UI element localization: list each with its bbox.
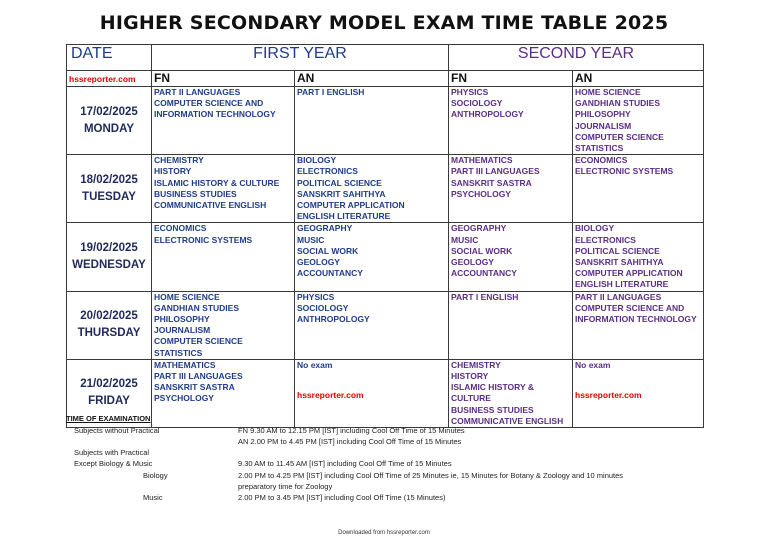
subject-item: ELECTRONICS (575, 234, 636, 245)
site-link[interactable]: hssreporter.com (575, 390, 642, 401)
subject-item: SANSKRIT SAHITHYA (297, 188, 386, 199)
first-year-fn-cell (152, 291, 295, 359)
subject-item: HISTORY (451, 371, 489, 382)
second-year-an-cell (573, 359, 704, 427)
first-year-an-cell (295, 87, 449, 155)
subject-item: SOCIOLOGY (451, 98, 503, 109)
first-year-header: FIRST YEAR (152, 45, 449, 71)
second-year-an-cell (573, 87, 704, 155)
subject-item: POLITICAL SCIENCE (575, 245, 660, 256)
exam-date: 18/02/2025 (80, 173, 138, 186)
footer-download-note: Downloaded from hssreporter.com (338, 530, 430, 536)
music-time: 2.00 PM to 3.45 PM [IST] including Cool Off Time (15 Minutes) (238, 493, 446, 502)
biology-time: 2.00 PM to 4.25 PM [IST] including Cool Off Time of 25 Minutes ie, 15 Minutes for Botany & Zoology and 10 minutes (238, 471, 624, 480)
subject-item: ANTHROPOLOGY (451, 109, 524, 120)
day-row (67, 155, 704, 223)
subject-item: SANSKRIT SAHITHYA (575, 257, 664, 268)
subject-item: PART II LANGUAGES (154, 87, 241, 97)
subject-item: POLITICAL SCIENCE (297, 177, 382, 188)
first-year-fn-cell (152, 223, 295, 291)
first-year-fn-cell (152, 155, 295, 223)
second-year-fn-cell (449, 359, 573, 427)
without-practical-label: Subjects without Practical (74, 426, 160, 435)
subject-item: INFORMATION TECHNOLOGY (154, 109, 276, 120)
biology-time-continued: preparatory time for Zoology (238, 482, 333, 491)
without-practical-fn-time: FN 9.30 AM to 12.15 PM [IST] including Cool Off Time of 15 Minutes (238, 426, 465, 435)
subject-item: ELECTRONIC SYSTEMS (154, 234, 253, 245)
first-year-an-cell (295, 155, 449, 223)
music-label: Music (143, 493, 163, 502)
subject-item: SANSKRIT SASTRA (451, 177, 532, 188)
subject-item: BUSINESS STUDIES (154, 188, 237, 199)
exam-day: MONDAY (83, 122, 135, 135)
exam-day: FRIDAY (88, 395, 130, 408)
subject-item: COMMUNICATIVE ENGLISH (451, 415, 564, 426)
subject-item: HOME SCIENCE (575, 87, 641, 97)
date-cell (67, 291, 152, 359)
second-year-fn-cell (449, 87, 573, 155)
subject-item: MUSIC (297, 234, 325, 245)
without-practical-an-time: AN 2.00 PM to 4.45 PM [IST] including Cool Off Time of 15 Minutes (238, 437, 462, 446)
timing-heading: TIME OF EXAMINATION (66, 414, 151, 423)
subject-item: GEOLOGY (297, 257, 340, 268)
subject-item: SANSKRIT SASTRA (154, 382, 235, 393)
subject-item: COMPUTER SCIENCE (575, 131, 664, 142)
subject-item: INFORMATION TECHNOLOGY (575, 314, 697, 325)
subject-item: PART III LANGUAGES (451, 166, 540, 177)
first-year-an-cell (295, 223, 449, 291)
subject-item: STATISTICS (154, 347, 203, 358)
subject-item: ECONOMICS (154, 223, 207, 234)
subject-item: CHEMISTRY (451, 359, 501, 370)
header-row (67, 45, 704, 71)
day-row (67, 359, 704, 427)
subject-item: STATISTICS (575, 143, 624, 154)
subject-item: ELECTRONICS (297, 166, 358, 177)
exam-day: THURSDAY (77, 327, 141, 340)
second-year-fn-header: FN (449, 71, 573, 87)
exam-date: 20/02/2025 (80, 310, 138, 323)
day-row (67, 291, 704, 359)
subject-item: COMMUNICATIVE ENGLISH (154, 200, 267, 211)
except-biology-music-time: 9.30 AM to 11.45 AM [IST] including Cool Off Time of 15 Minutes (238, 459, 452, 468)
second-year-fn-cell (449, 291, 573, 359)
subject-item: BUSINESS STUDIES (451, 404, 534, 415)
subject-item: MATHEMATICS (451, 155, 513, 166)
subject-item: ENGLISH LITERATURE (297, 211, 391, 222)
subject-item: COMPUTER APPLICATION (575, 268, 683, 279)
subject-item: GEOGRAPHY (297, 223, 353, 234)
exam-date: 19/02/2025 (80, 242, 138, 255)
subject-item: SOCIAL WORK (451, 245, 513, 256)
first-year-fn-header: FN (152, 71, 295, 87)
site-link[interactable]: hssreporter.com (69, 74, 136, 84)
exam-day: WEDNESDAY (72, 259, 146, 272)
subject-item: COMPUTER SCIENCE AND (154, 98, 264, 109)
page-title: HIGHER SECONDARY MODEL EXAM TIME TABLE 2025 (99, 12, 669, 34)
subject-item: PSYCHOLOGY (154, 393, 214, 404)
exam-date: 21/02/2025 (80, 378, 138, 391)
subject-item: HOME SCIENCE (154, 291, 220, 302)
subject-item: HISTORY (154, 166, 192, 177)
subject-item: ANTHROPOLOGY (297, 314, 370, 325)
first-year-an-cell (295, 291, 449, 359)
subject-item: ELECTRONIC SYSTEMS (575, 166, 674, 177)
first-year-fn-cell (152, 87, 295, 155)
exam-timetable (66, 44, 704, 428)
subject-item: PART III LANGUAGES (154, 371, 243, 382)
subject-item: ISLAMIC HISTORY & CULTURE (451, 382, 534, 404)
subject-item: GANDHIAN STUDIES (154, 302, 240, 313)
date-cell (67, 87, 152, 155)
subject-item: BIOLOGY (575, 223, 615, 234)
subject-item: SOCIAL WORK (297, 245, 359, 256)
subject-item: ISLAMIC HISTORY & CULTURE (154, 177, 280, 188)
subject-item: SOCIOLOGY (297, 302, 349, 313)
day-row (67, 223, 704, 291)
subject-item: GEOGRAPHY (451, 223, 507, 234)
date-header: DATE (67, 45, 152, 71)
exam-day: TUESDAY (82, 190, 136, 203)
subject-item: COMPUTER APPLICATION (297, 200, 405, 211)
second-year-an-cell (573, 155, 704, 223)
date-cell (67, 223, 152, 291)
subject-item: PART II LANGUAGES (575, 291, 662, 302)
subject-item: ACCOUNTANCY (451, 268, 517, 279)
second-year-an-cell (573, 291, 704, 359)
subject-item: BIOLOGY (297, 155, 337, 166)
site-link[interactable]: hssreporter.com (297, 390, 364, 401)
subject-item: CHEMISTRY (154, 155, 204, 166)
subject-item: ECONOMICS (575, 155, 628, 166)
subject-item: PSYCHOLOGY (451, 188, 511, 199)
second-year-fn-cell (449, 155, 573, 223)
subject-item: PART I ENGLISH (451, 291, 519, 302)
first-year-an-cell (295, 359, 449, 427)
second-year-fn-cell (449, 223, 573, 291)
subject-item: PHYSICS (297, 291, 335, 302)
session-row (67, 71, 704, 87)
subject-item: PART I ENGLISH (297, 87, 365, 97)
first-year-fn-cell (152, 359, 295, 427)
subject-item: No exam (297, 359, 333, 370)
second-year-an-cell (573, 223, 704, 291)
with-practical-label: Subjects with Practical (74, 448, 150, 457)
date-cell (67, 155, 152, 223)
subject-item: GANDHIAN STUDIES (575, 98, 661, 109)
subject-item: PHYSICS (451, 87, 489, 97)
subject-item: COMPUTER SCIENCE AND (575, 302, 685, 313)
second-year-header: SECOND YEAR (449, 45, 704, 71)
subject-item: ENGLISH LITERATURE (575, 279, 669, 290)
exam-date: 17/02/2025 (80, 105, 138, 118)
subject-item: MATHEMATICS (154, 359, 216, 370)
first-year-an-header: AN (295, 71, 449, 87)
subject-item: No exam (575, 359, 611, 370)
subject-item: PHILOSOPHY (154, 314, 210, 325)
subject-item: MUSIC (451, 234, 479, 245)
subject-item: PHILOSOPHY (575, 109, 631, 120)
biology-label: Biology (143, 471, 168, 480)
subject-item: ACCOUNTANCY (297, 268, 363, 279)
site-cell (67, 71, 152, 87)
subject-item: GEOLOGY (451, 257, 494, 268)
subject-item: JOURNALISM (154, 325, 211, 336)
day-row (67, 87, 704, 155)
except-biology-music-label: Except Biology & Music (74, 459, 153, 468)
subject-item: COMPUTER SCIENCE (154, 336, 243, 347)
second-year-an-header: AN (573, 71, 704, 87)
subject-item: JOURNALISM (575, 120, 632, 131)
